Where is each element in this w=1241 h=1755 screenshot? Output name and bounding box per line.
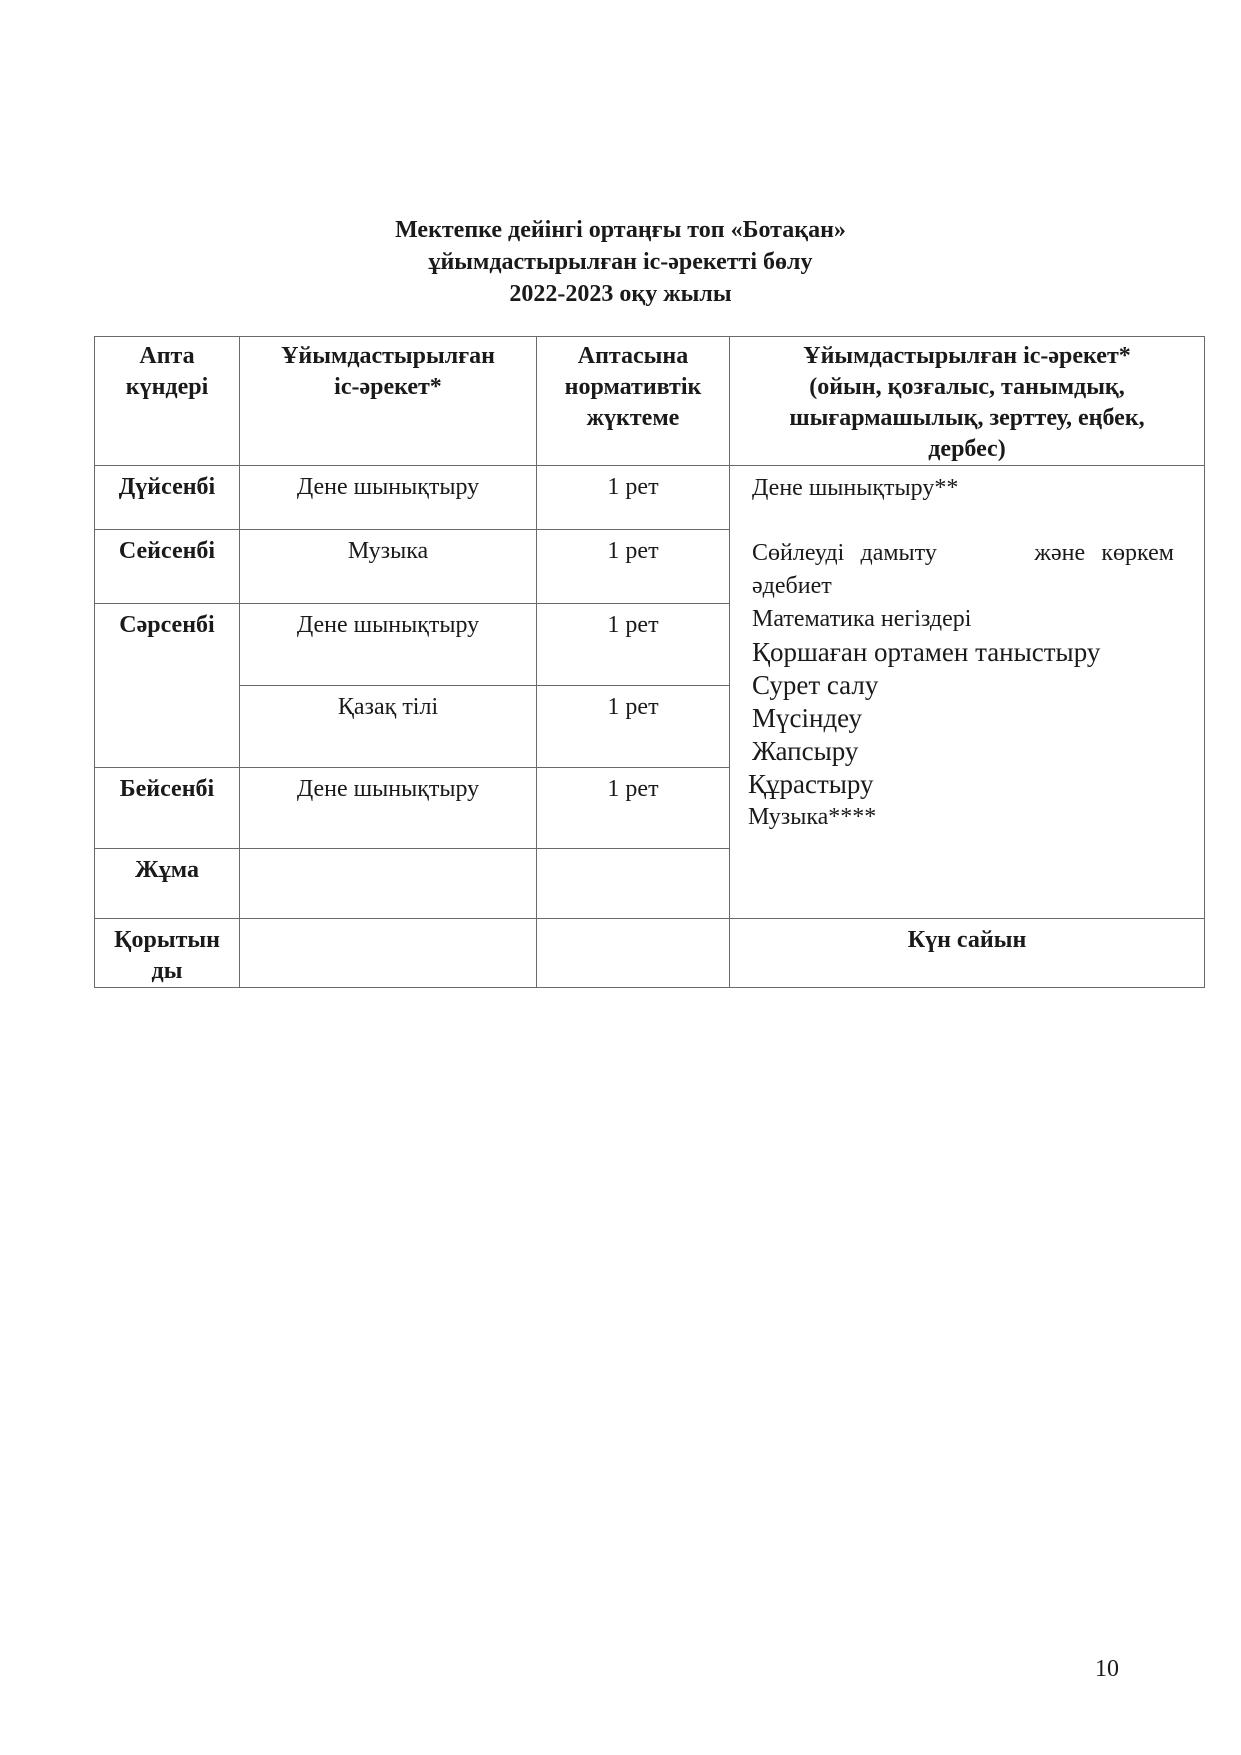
- total-label-cell: Қорытын ды: [95, 919, 240, 988]
- day-cell: Сейсенбі: [95, 530, 240, 604]
- table-row: [95, 466, 1205, 530]
- header-days: Апта күндері: [95, 337, 240, 466]
- load-cell: [537, 849, 730, 919]
- header-activity-types: Ұйымдастырылған іс-әрекет* (ойын, қозғалыс, танымдық, шығармашылық, зерттеу, еңбек, дербес): [730, 337, 1205, 466]
- activity-cell: Дене шынықтыру: [240, 604, 537, 686]
- load-cell: 1 рет: [537, 768, 730, 849]
- title-line-1: Мектепке дейінгі ортаңғы топ «Ботақан»: [395, 217, 846, 243]
- activity-cell: Дене шынықтыру: [240, 768, 537, 849]
- day-cell: Жұма: [95, 849, 240, 919]
- activity-list-item: Дене шынықтыру**: [752, 475, 959, 501]
- activity-list-item: Мүсіндеу: [752, 703, 862, 733]
- day-cell: Дүйсенбі: [95, 466, 240, 530]
- schedule-table: [94, 336, 1205, 988]
- title-line-2: ұйымдастырылған іс-әрекетті бөлу: [428, 249, 813, 275]
- activity-list-item: Құрастыру: [748, 769, 874, 799]
- activity-list-cell: [730, 466, 1205, 919]
- header-activity: Ұйымдастырылған іс-әрекет*: [240, 337, 537, 466]
- day-cell: Бейсенбі: [95, 768, 240, 849]
- total-row: [95, 919, 1205, 988]
- activity-list-item: Музыка****: [748, 804, 877, 830]
- document-title: [0, 214, 1241, 310]
- activity-cell: [240, 849, 537, 919]
- activity-cell: Қазақ тілі: [240, 686, 537, 768]
- header-row: [95, 337, 1205, 466]
- total-summary-cell: Күн сайын: [730, 919, 1205, 988]
- page-number: 10: [1095, 1656, 1119, 1682]
- activity-list-item: Сурет салу: [752, 670, 879, 700]
- activity-cell: Музыка: [240, 530, 537, 604]
- activity-list-item: Математика негіздері: [752, 606, 972, 632]
- activity-list-item: Қоршаған ортамен таныстыру: [752, 637, 1101, 667]
- load-cell: 1 рет: [537, 530, 730, 604]
- title-line-3: 2022-2023 оқу жылы: [509, 281, 732, 307]
- activity-list-item: әдебиет: [752, 573, 832, 599]
- total-activity-cell: [240, 919, 537, 988]
- activity-cell: Дене шынықтыру: [240, 466, 537, 530]
- header-weekly-load: Аптасына нормативтік жүктеме: [537, 337, 730, 466]
- activity-list-item: Сөйлеуді дамыту және көркем: [752, 540, 1174, 566]
- load-cell: 1 рет: [537, 604, 730, 686]
- day-cell: Сәрсенбі: [95, 604, 240, 768]
- activity-list-item: Жапсыру: [752, 736, 859, 766]
- load-cell: 1 рет: [537, 686, 730, 768]
- total-load-cell: [537, 919, 730, 988]
- load-cell: 1 рет: [537, 466, 730, 530]
